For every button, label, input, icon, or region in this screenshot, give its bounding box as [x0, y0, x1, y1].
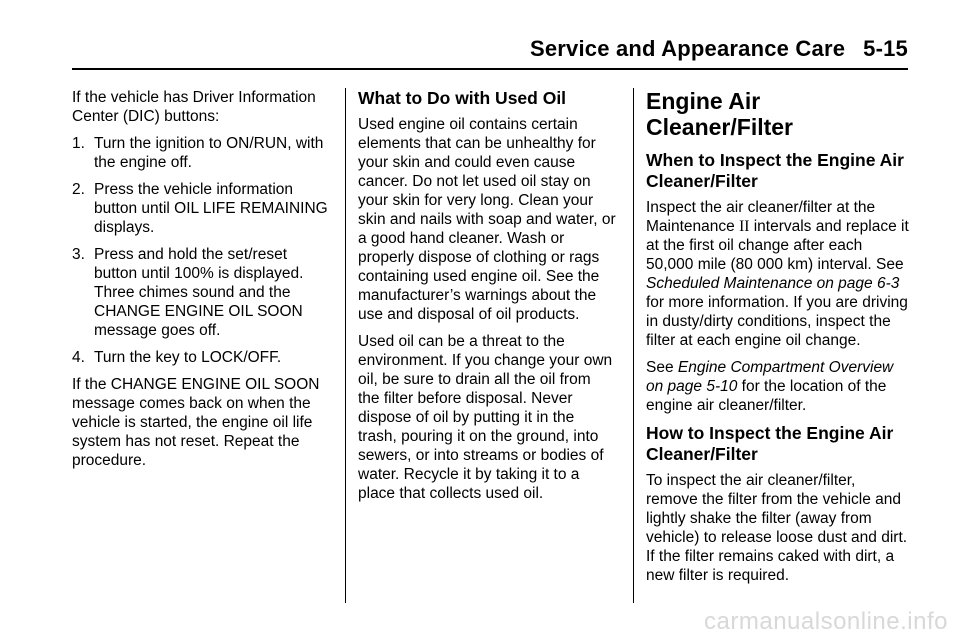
when-to-inspect-heading: When to Inspect the Engine Air Cleaner/Filter — [646, 150, 904, 191]
step-text: Press and hold the set/reset button until 100% is displayed. Three chimes sound and the CHANGE ENGINE OIL SOON message goes off. — [94, 246, 304, 339]
text-run: Inspect the air cleaner/filter at the Maintenance — [646, 199, 876, 235]
list-item — [72, 348, 328, 367]
step-text: Turn the key to LOCK/OFF. — [94, 349, 282, 366]
column-2 — [358, 88, 616, 511]
roman-numeral: II — [739, 218, 750, 235]
used-oil-paragraph-2: Used oil can be a threat to the environment. If you change your own oil, be sure to drain all the oil from the filter before disposal. Never dispose of oil by putting it in the trash, pouring it on the ground, into sewers, or into streams or bodies of water. Recycle it by taking it to a place that collects used oil. — [358, 333, 613, 502]
step-number: 3. — [72, 246, 85, 263]
header-rule — [72, 68, 908, 70]
step-number: 2. — [72, 181, 85, 198]
page-number: 5-15 — [863, 36, 908, 61]
text-run: for the location of the engine air cleaner/filter. — [646, 378, 887, 414]
list-item — [72, 134, 328, 172]
location-paragraph — [646, 358, 910, 415]
step-text: Press the vehicle information button until OIL LIFE REMAINING displays. — [94, 181, 328, 236]
column-divider-1 — [345, 88, 346, 603]
column-divider-2 — [633, 88, 634, 603]
list-item — [72, 180, 328, 237]
scheduled-maintenance-link[interactable]: Scheduled Maintenance on page 6-3 — [646, 275, 900, 292]
step-number: 1. — [72, 135, 85, 152]
engine-compartment-link[interactable]: Engine Compartment Overview on page 5-10 — [646, 359, 894, 395]
how-to-inspect-paragraph: To inspect the air cleaner/filter, remove the filter from the vehicle and lightly shake the filter (away from vehicle) to release loose dust and dirt. If the filter remains caked with dirt, a new filter is required. — [646, 472, 908, 584]
reset-steps-list — [72, 134, 328, 367]
text-run: for more information. If you are driving in dusty/dirty conditions, inspect the filter at each engine oil change. — [646, 294, 908, 349]
used-oil-heading: What to Do with Used Oil — [358, 88, 567, 108]
step-number: 4. — [72, 349, 85, 366]
list-item — [72, 245, 328, 340]
text-run: See — [646, 359, 678, 376]
intro-paragraph: If the vehicle has Driver Information Center (DIC) buttons: — [72, 89, 316, 125]
step-text: Turn the ignition to ON/RUN, with the engine off. — [94, 135, 324, 171]
air-filter-title: Engine Air Cleaner/Filter — [646, 88, 793, 140]
column-1 — [72, 88, 328, 478]
used-oil-paragraph-1: Used engine oil contains certain elements that can be unhealthy for your skin and could even cause cancer. Do not let used oil stay on your skin for very long. Clean your skin and nails with soap and water, or a good hand cleaner. Wash or properly dispose of clothing or rags containing used engine oil. See the manufacturer’s warnings about the use and disposal of oil products. — [358, 116, 616, 323]
text-run: intervals and replace it at the first oil change after each 50,000 mile (80 000 km) interval. See — [646, 218, 909, 273]
outro-paragraph: If the CHANGE ENGINE OIL SOON message comes back on when the vehicle is started, the engine oil life system has not reset. Repeat the procedure. — [72, 376, 320, 469]
running-header — [530, 36, 908, 62]
inspect-interval-paragraph — [646, 198, 910, 350]
watermark: carmanualsonline.info — [704, 608, 948, 635]
section-title: Service and Appearance Care — [529, 36, 846, 61]
column-3 — [646, 88, 910, 593]
how-to-inspect-heading: How to Inspect the Engine Air Cleaner/Filter — [646, 423, 894, 464]
